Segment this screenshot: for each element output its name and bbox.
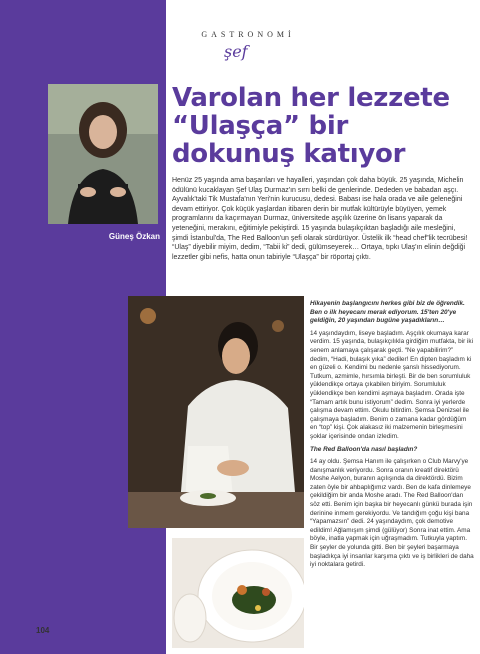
answer-1: 14 yaşındaydım, liseye başladım. Aşçılık okumaya karar verdim. 15 yaşında, bulaşıkçılıkla girdiğim mutfakta, bir iki senem anlamaya çalışarak geçti. “Ne yapabilirim?” dedim, “Hadi, bulaşık yıka” dediler! En dipten başladım ki en güzeli o. Kendimi bu nedenle şanslı hissediyorum. Tutkum, azmimle, hırsımla birleşti. Bir de ben sorumluluk yüklendikçe ortaya çıkabilen biriyim. Sorumluluk yüklendikçe ben kendimi aşmaya başladım. Orada işte “Tamam artık bunu istiyorum” dedim. Sonra iyi yerlerde çalışma devam ettim. Okulu bitirdim. Şemsa Denizsel ile çalışmaya başladım. Benim o zamana kadar gördüğüm en “top” kişi. Çok alakasız iki malzemenin birleşmesini şoklar içerisinde ondan izledim. xyxy=(310,329,474,440)
chef-logo: şef xyxy=(224,42,248,61)
author-name: Güneş Özkan xyxy=(108,232,160,241)
chef-photo xyxy=(128,296,304,528)
intro-paragraph: Henüz 25 yaşında ama başarıları ve hayalleri, yaşından çok daha büyük. 25 yaşında, Michelin ödülünü kucaklayan Şef Ulaş Durmaz'ın sırrı belki de genlerinde. Dededen ve babadan aşçı. Ayvalık'taki Tik Mustafa'nın Yeri'nin kurucusu, dedesi. Babası ise hala orada ve aile geleneğini devam ettiriyor. Çok küçük yaşlardan itibaren derin bir mutfak kültürüyle büyüyen, yemek programlarını da kaçırmayan Durmaz, üniversitede aşçılık üzerine ön lisans yaparak da yeteneğini, merakını, eğitimiyle pekiştirdi. 15 yaşında bulaşıkçıktan başladığı aile mesleğini, şimdi İstanbul'da, The Red Balloon'un şefi olarak sürdürüyor. Üstelik ilk “head chef”lik tecrübesi! “Ulaş” diyebilir miyim, dedim, “Tabii ki” dedi, gülümseyerek… Ortaya, tıpkı Ulaş'ın elinin değdiği lezzetler gibi nefis, hatta onun tabiriyle “Ulaşça” bir röportaj çıktı. xyxy=(172,177,468,261)
author-photo xyxy=(48,84,158,224)
page-number: 104 xyxy=(36,626,50,635)
headline: Varolan her lezzete “Ulaşça” bir dokunuş katıyor xyxy=(172,83,450,169)
magazine-title: GASTRONOMİ xyxy=(201,30,295,39)
interview-column xyxy=(310,300,474,574)
question-2: The Red Balloon'da nasıl başladın? xyxy=(310,445,418,453)
dish-photo xyxy=(172,538,304,648)
question-1: Hikayenin başlangıcını herkes gibi biz de öğrendik. Ben o ilk heyecanı merak ediyorum. 15'ten 20'ye geldiğin, 20 yaşından bugüne yaşadıkların… xyxy=(310,300,465,325)
answer-2: 14 ay oldu. Şemsa Hanım ile çalışırken o Club Marvy'ye danışmanlık veriyordu. Sonra oranın kreatif direktörü Moshe Aelyon, buranın açılışında da direktördü. Bizim zaten öyle bir ahbaplığımız vardı. Ben de kafa dinlemeye çekildiğim bir anda Moshe aradı. The Red Balloon'dan söz etti. Benim için başka bir heyecanlı günkü burada işin derinine inmem gerekiyordu. Ve tandığım çoğu kişi bana “Yapamazsın” dedi. 24 yaşındaydım, çok demotive edildim! Ağlamışım şimdi (gülüyor) Sonra inat ettim. Ama böyle, inatla yapmak için uğraşmadım. Tutkuyla yaptım. Bir şeyler de yolunda gitti. Ben bir şeyleri başarmaya başladıkça iyi insanlar karşıma çıktı ve iş birlikleri de daha iyi noktalara getirdi. xyxy=(310,458,474,569)
